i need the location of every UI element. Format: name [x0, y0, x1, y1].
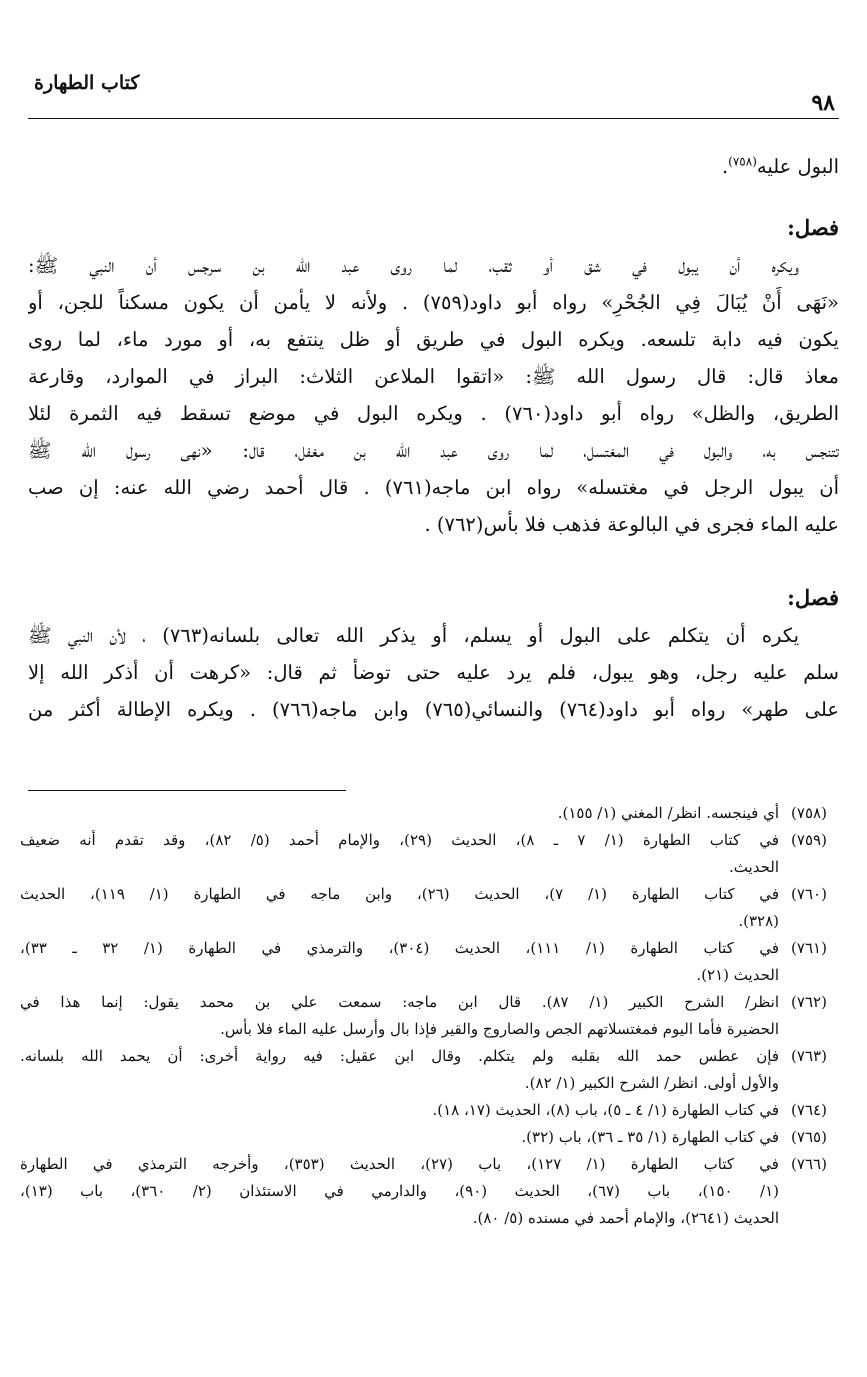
text-line: «نَهَى أَنْ يُبَالَ فِي الجُحْرِ» رواه أبو داود(٧٥٩) . ولأنه لا يأمن أن يكون مسكناً للجن، أو: [28, 291, 839, 314]
footnote-line: الحضيرة فأما اليوم فمغتسلاتهم الجص والصاروج والقير فإذا بال وأرسل عليه الماء فلا بأس.: [220, 1020, 779, 1038]
text-line: على طهر» رواه أبو داود(٧٦٤) والنسائي(٧٦٥) وابن ماجه(٧٦٦) . ويكره الإطالة أكثر من: [28, 698, 839, 721]
footnote-line: في كتاب الطهارة (١/ ٧ ـ ٨)، الحديث (٢٩)، والإمام أحمد (٥/ ٨٢)، وقد تقدم أنه ضعيف: [20, 831, 779, 849]
spacer: [28, 185, 839, 209]
footnote-number: (٧٦٤): [791, 1101, 827, 1119]
footnote-number: (٧٦٢): [791, 993, 827, 1011]
running-title: كتاب الطهارة: [34, 72, 140, 94]
footnote-line: انظر/ الشرح الكبير (١/ ٨٧). قال ابن ماجه: سمعت علي بن محمد يقول: إنما هذا في: [20, 993, 779, 1011]
text-line: عليه الماء فجرى في البالوعة فذهب فلا بأس(٧٦٢) .: [424, 513, 839, 536]
page-number: ٩٨: [811, 90, 835, 116]
footnote-line: في كتاب الطهارة (١/ ١١١)، الحديث (٣٠٤)، والترمذي في الطهارة (١/ ٣٢ ـ ٣٣)،: [20, 939, 779, 957]
text-line: تتنجس به، والبول في المغتسل، لما روى عبد الله بن مغفل، قال: «نهى رسول الله ﷺ: [28, 439, 839, 462]
footnote-number: (٧٦١): [791, 939, 827, 957]
footnote: [20, 827, 839, 881]
footnote: [20, 1151, 839, 1232]
footnote-line: في كتاب الطهارة (١/ ١٢٧)، باب (٢٧)، الحديث (٣٥٣)، وأخرجه الترمذي في الطهارة: [20, 1155, 779, 1173]
text-line: يكون فيه دابة تلسعه. ويكره البول في طريق أو ظل ينتفع به، أو مورد ماء، لما روى: [28, 328, 839, 351]
page-header: [28, 66, 839, 122]
footnote-number: (٧٦٦): [791, 1155, 827, 1173]
text-line: أن يبول الرجل في مغتسله» رواه ابن ماجه(٧٦١) . قال أحمد رضي الله عنه: إن صب: [28, 476, 839, 499]
footnote-line: في كتاب الطهارة (١/ ٧)، الحديث (٢٦)، وابن ماجه في الطهارة (١/ ١١٩)، الحديث: [20, 885, 779, 903]
footnote: [20, 1043, 839, 1097]
footnote: [20, 1124, 839, 1151]
main-text: [28, 148, 839, 728]
spacer: [28, 543, 839, 579]
text-line: الطريق، والظل» رواه أبو داود(٧٦٠) . ويكره البول في موضع تسقط فيه الثمرة لئلا: [28, 402, 839, 425]
footnote-line: في كتاب الطهارة (١/ ٤ ـ ٥)، باب (٨)، الحديث (١٧، ١٨).: [432, 1101, 779, 1119]
section-1-paragraph: [28, 247, 839, 543]
footnote: [20, 935, 839, 989]
footnote-number: (٧٥٨): [791, 804, 827, 822]
footnote-number: (٧٦٣): [791, 1047, 827, 1065]
text-line: ويكره أن يبول في شق أو ثقب، لما روى عبد الله بن سرجس أن النبي ﷺ:: [28, 254, 799, 277]
footnote: [20, 881, 839, 935]
footnote-line: الحديث (٢١).: [696, 966, 779, 984]
footnote-rule: [28, 790, 346, 791]
section-heading: فصل:: [787, 215, 839, 240]
footnote: [20, 800, 839, 827]
section-heading: فصل:: [787, 585, 839, 610]
footnote-number: (٧٥٩): [791, 831, 827, 849]
footnote-number: (٧٦٥): [791, 1128, 827, 1146]
header-rule: [28, 118, 839, 119]
footnote-ref: (٧٥٨): [728, 154, 757, 169]
footnotes: [20, 800, 839, 1232]
text-line: سلم عليه رجل، وهو يبول، فلم يرد عليه حتى توضأ ثم قال: «كرهت أن أذكر الله إلا: [28, 661, 839, 684]
footnote-line: فإن عطس حمد الله بقلبه ولم يتكلم. وقال ابن عقيل: فيه رواية أخرى: أن يحمد الله بلسانه.: [20, 1047, 779, 1065]
text-line: البول عليه$^{(٧٥٨)}$.: [721, 154, 839, 178]
footnote-line: في كتاب الطهارة (١/ ٣٥ ـ ٣٦)، باب (٣٢).: [521, 1128, 779, 1146]
section-2-paragraph: [28, 617, 839, 728]
footnote-line: (٣٢٨).: [738, 912, 779, 930]
footnote-line: أي فينجسه. انظر/ المغني (١/ ١٥٥).: [557, 804, 779, 822]
footnote-line: الحديث.: [729, 858, 779, 876]
text-line: معاذ قال: قال رسول الله ﷺ: «اتقوا الملاعن الثلاث: البراز في الموارد، وقارعة: [28, 365, 839, 388]
footnote-line: (١/ ١٥٠)، باب (٦٧)، الحديث (٩٠)، والدارمي في الاستئذان (٢/ ٣٦٠)، باب (١٣)،: [20, 1182, 779, 1200]
text-line: يكره أن يتكلم على البول أو يسلم، أو يذكر الله تعالى بلسانه(٧٦٣) ، لأن النبي ﷺ: [28, 624, 799, 647]
footnote: [20, 989, 839, 1043]
footnote-line: الحديث (٢٦٤١)، والإمام أحمد في مسنده (٥/ ٨٠).: [472, 1209, 779, 1227]
footnote: [20, 1097, 839, 1124]
footnote-number: (٧٦٠): [791, 885, 827, 903]
footnote-line: والأول أولى. انظر/ الشرح الكبير (١/ ٨٢).: [524, 1074, 779, 1092]
